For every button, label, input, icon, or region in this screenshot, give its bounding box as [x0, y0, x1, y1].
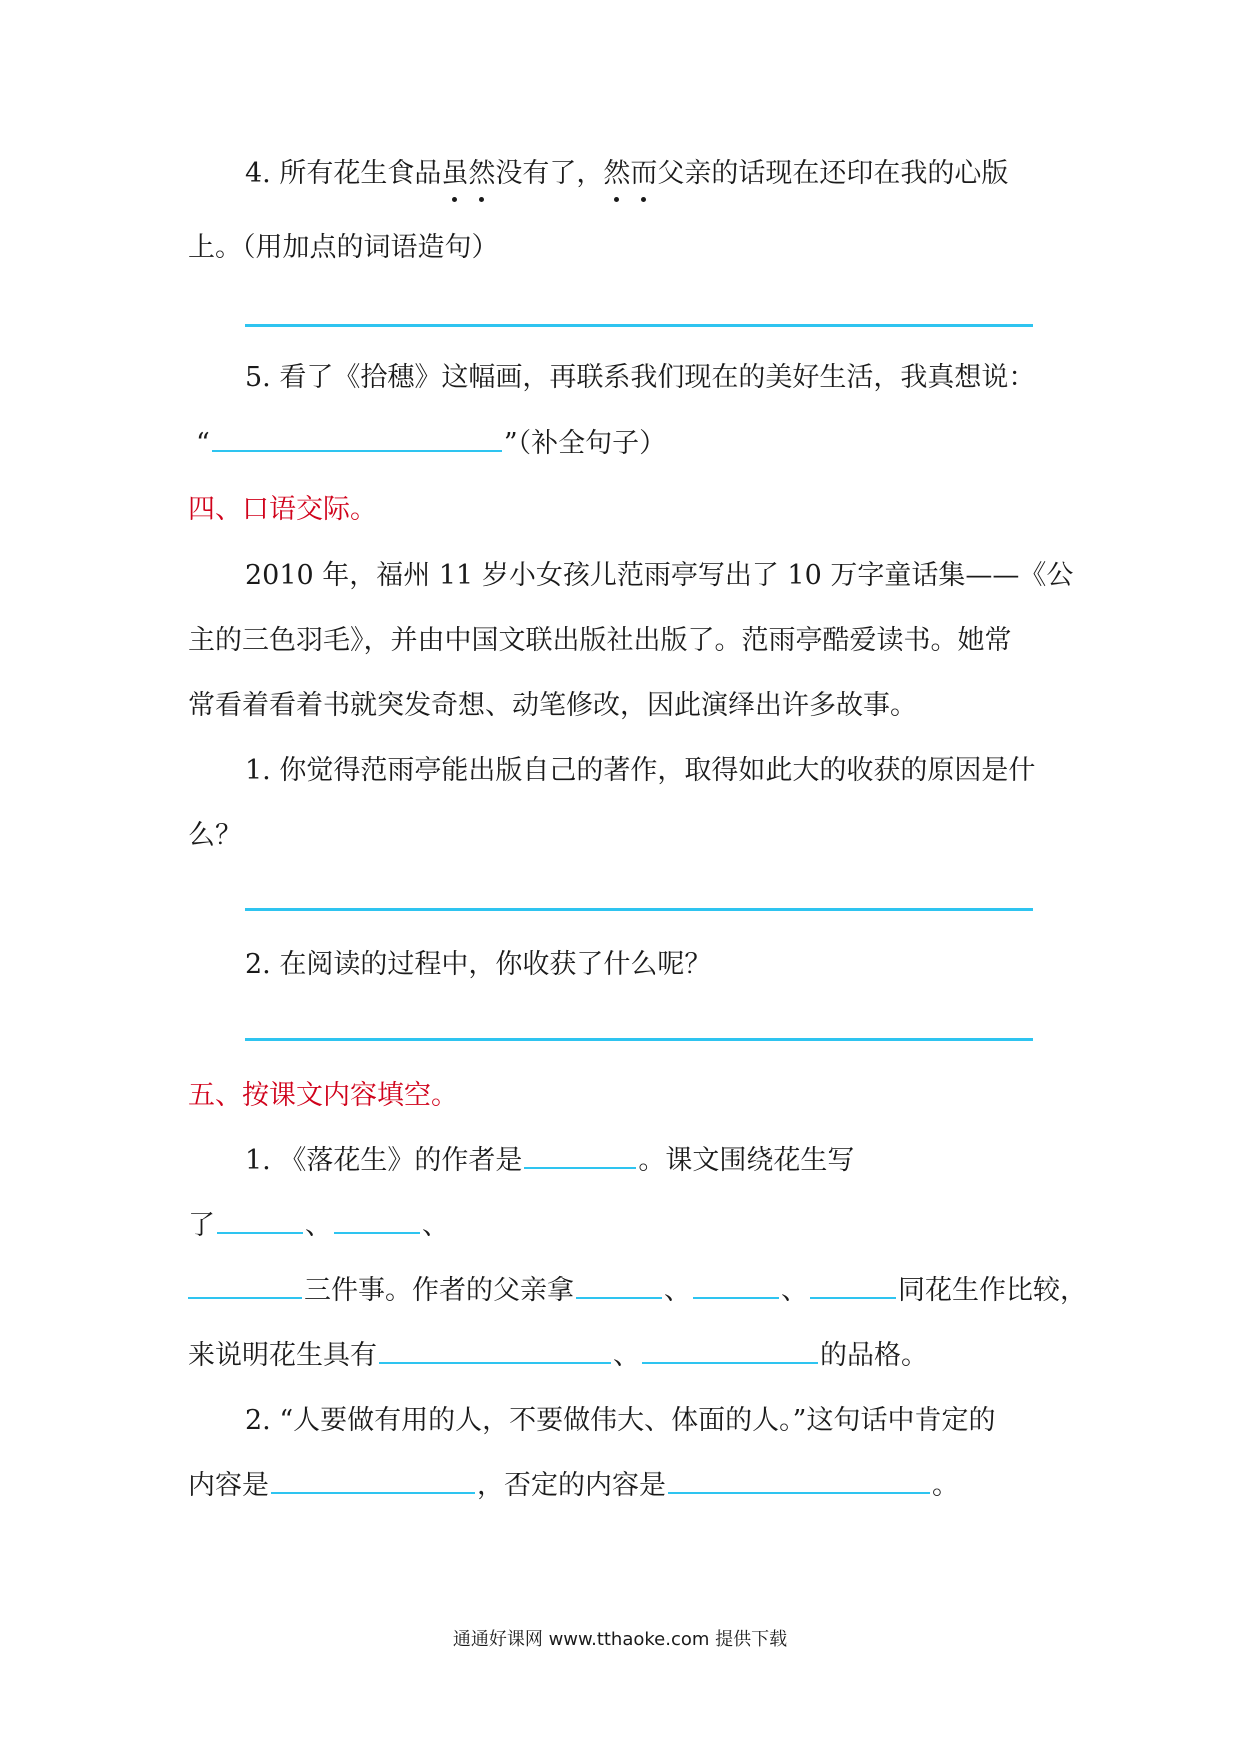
section4-para-line: 常看着看着书就突发奇想、动笔修改，因此演绎出许多故事。 — [188, 690, 917, 721]
separator: 、 — [781, 1275, 808, 1306]
text: 1. 《落花生》的作者是 — [245, 1145, 523, 1176]
text: ，否定的内容是 — [477, 1470, 666, 1501]
q4-text-post: 父亲的话现在还印在我的心版 — [657, 158, 1009, 189]
quality-blank-1[interactable] — [379, 1361, 611, 1364]
author-blank[interactable] — [524, 1166, 636, 1169]
section4-q2-answer-line[interactable] — [245, 1038, 1033, 1041]
section5-line2 — [188, 1206, 449, 1246]
section5-line4 — [188, 1336, 928, 1376]
q4-text-mid: 没有了， — [495, 158, 604, 189]
section4-para-line: 主的三色羽毛》，并由中国文联出版社出版了。范雨亭酷爱读书。她常 — [188, 625, 1012, 656]
footer-credit: 通通好课网 www.tthaoke.com 提供下载 — [452, 1629, 788, 1650]
text: 的品格。 — [820, 1340, 928, 1371]
section5-line3 — [186, 1271, 1087, 1311]
text: 。 — [932, 1470, 959, 1501]
compare-blank-3[interactable] — [810, 1296, 896, 1299]
separator: 、 — [305, 1210, 332, 1241]
quality-blank-2[interactable] — [642, 1361, 818, 1364]
positive-content-blank[interactable] — [271, 1491, 475, 1494]
q4-line2: 上。（用加点的词语造句） — [188, 232, 499, 263]
event-blank-1[interactable] — [217, 1231, 303, 1234]
section4-q1-line1: 1. 你觉得范雨亭能出版自己的著作，取得如此大的收获的原因是什 — [245, 755, 1036, 786]
q5-blank[interactable] — [212, 449, 502, 452]
q4-dotted-char: 而 — [630, 154, 657, 194]
text: 三件事。作者的父亲拿 — [304, 1275, 574, 1306]
q5-line2 — [196, 424, 666, 464]
section5-line1 — [245, 1141, 854, 1181]
section4-q1-line2: 么？ — [188, 820, 242, 851]
q4-text-pre: 4. 所有花生食品 — [245, 158, 442, 189]
section5-line5: 2. “人要做有用的人，不要做伟大、体面的人。”这句话中肯定的 — [245, 1405, 996, 1436]
q5-close-text: ”（补全句子） — [503, 428, 667, 459]
section4-q2: 2. 在阅读的过程中，你收获了什么呢？ — [245, 949, 712, 980]
negative-content-blank[interactable] — [668, 1491, 930, 1494]
text: 内容是 — [188, 1470, 269, 1501]
q4-line1 — [245, 154, 1008, 194]
section4-q1-answer-line[interactable] — [245, 908, 1033, 911]
q4-dotted-char: 然 — [468, 154, 495, 194]
q4-dotted-char: 虽 — [441, 154, 468, 194]
q5-open-quote: “ — [196, 428, 210, 459]
event-blank-3[interactable] — [188, 1296, 302, 1299]
q4-dotted-char: 然 — [603, 154, 630, 194]
text: 了 — [188, 1210, 215, 1241]
compare-blank-1[interactable] — [576, 1296, 662, 1299]
separator: 、 — [613, 1340, 640, 1371]
q5-line1: 5. 看了《拾穗》这幅画，再联系我们现在的美好生活，我真想说： — [245, 362, 1036, 393]
section4-heading: 四、口语交际。 — [188, 494, 377, 525]
section4-para-line: 2010 年，福州 11 岁小女孩儿范雨亭写出了 10 万字童话集——《公 — [245, 560, 1074, 591]
text: 。课文围绕花生写 — [638, 1145, 855, 1176]
text: 同花生作比较， — [898, 1275, 1087, 1306]
separator: 、 — [664, 1275, 691, 1306]
separator: 、 — [422, 1210, 449, 1241]
section5-line6 — [188, 1466, 959, 1506]
q4-answer-line[interactable] — [245, 324, 1033, 327]
compare-blank-2[interactable] — [693, 1296, 779, 1299]
event-blank-2[interactable] — [334, 1231, 420, 1234]
section5-heading: 五、按课文内容填空。 — [188, 1080, 458, 1111]
text: 来说明花生具有 — [188, 1340, 377, 1371]
